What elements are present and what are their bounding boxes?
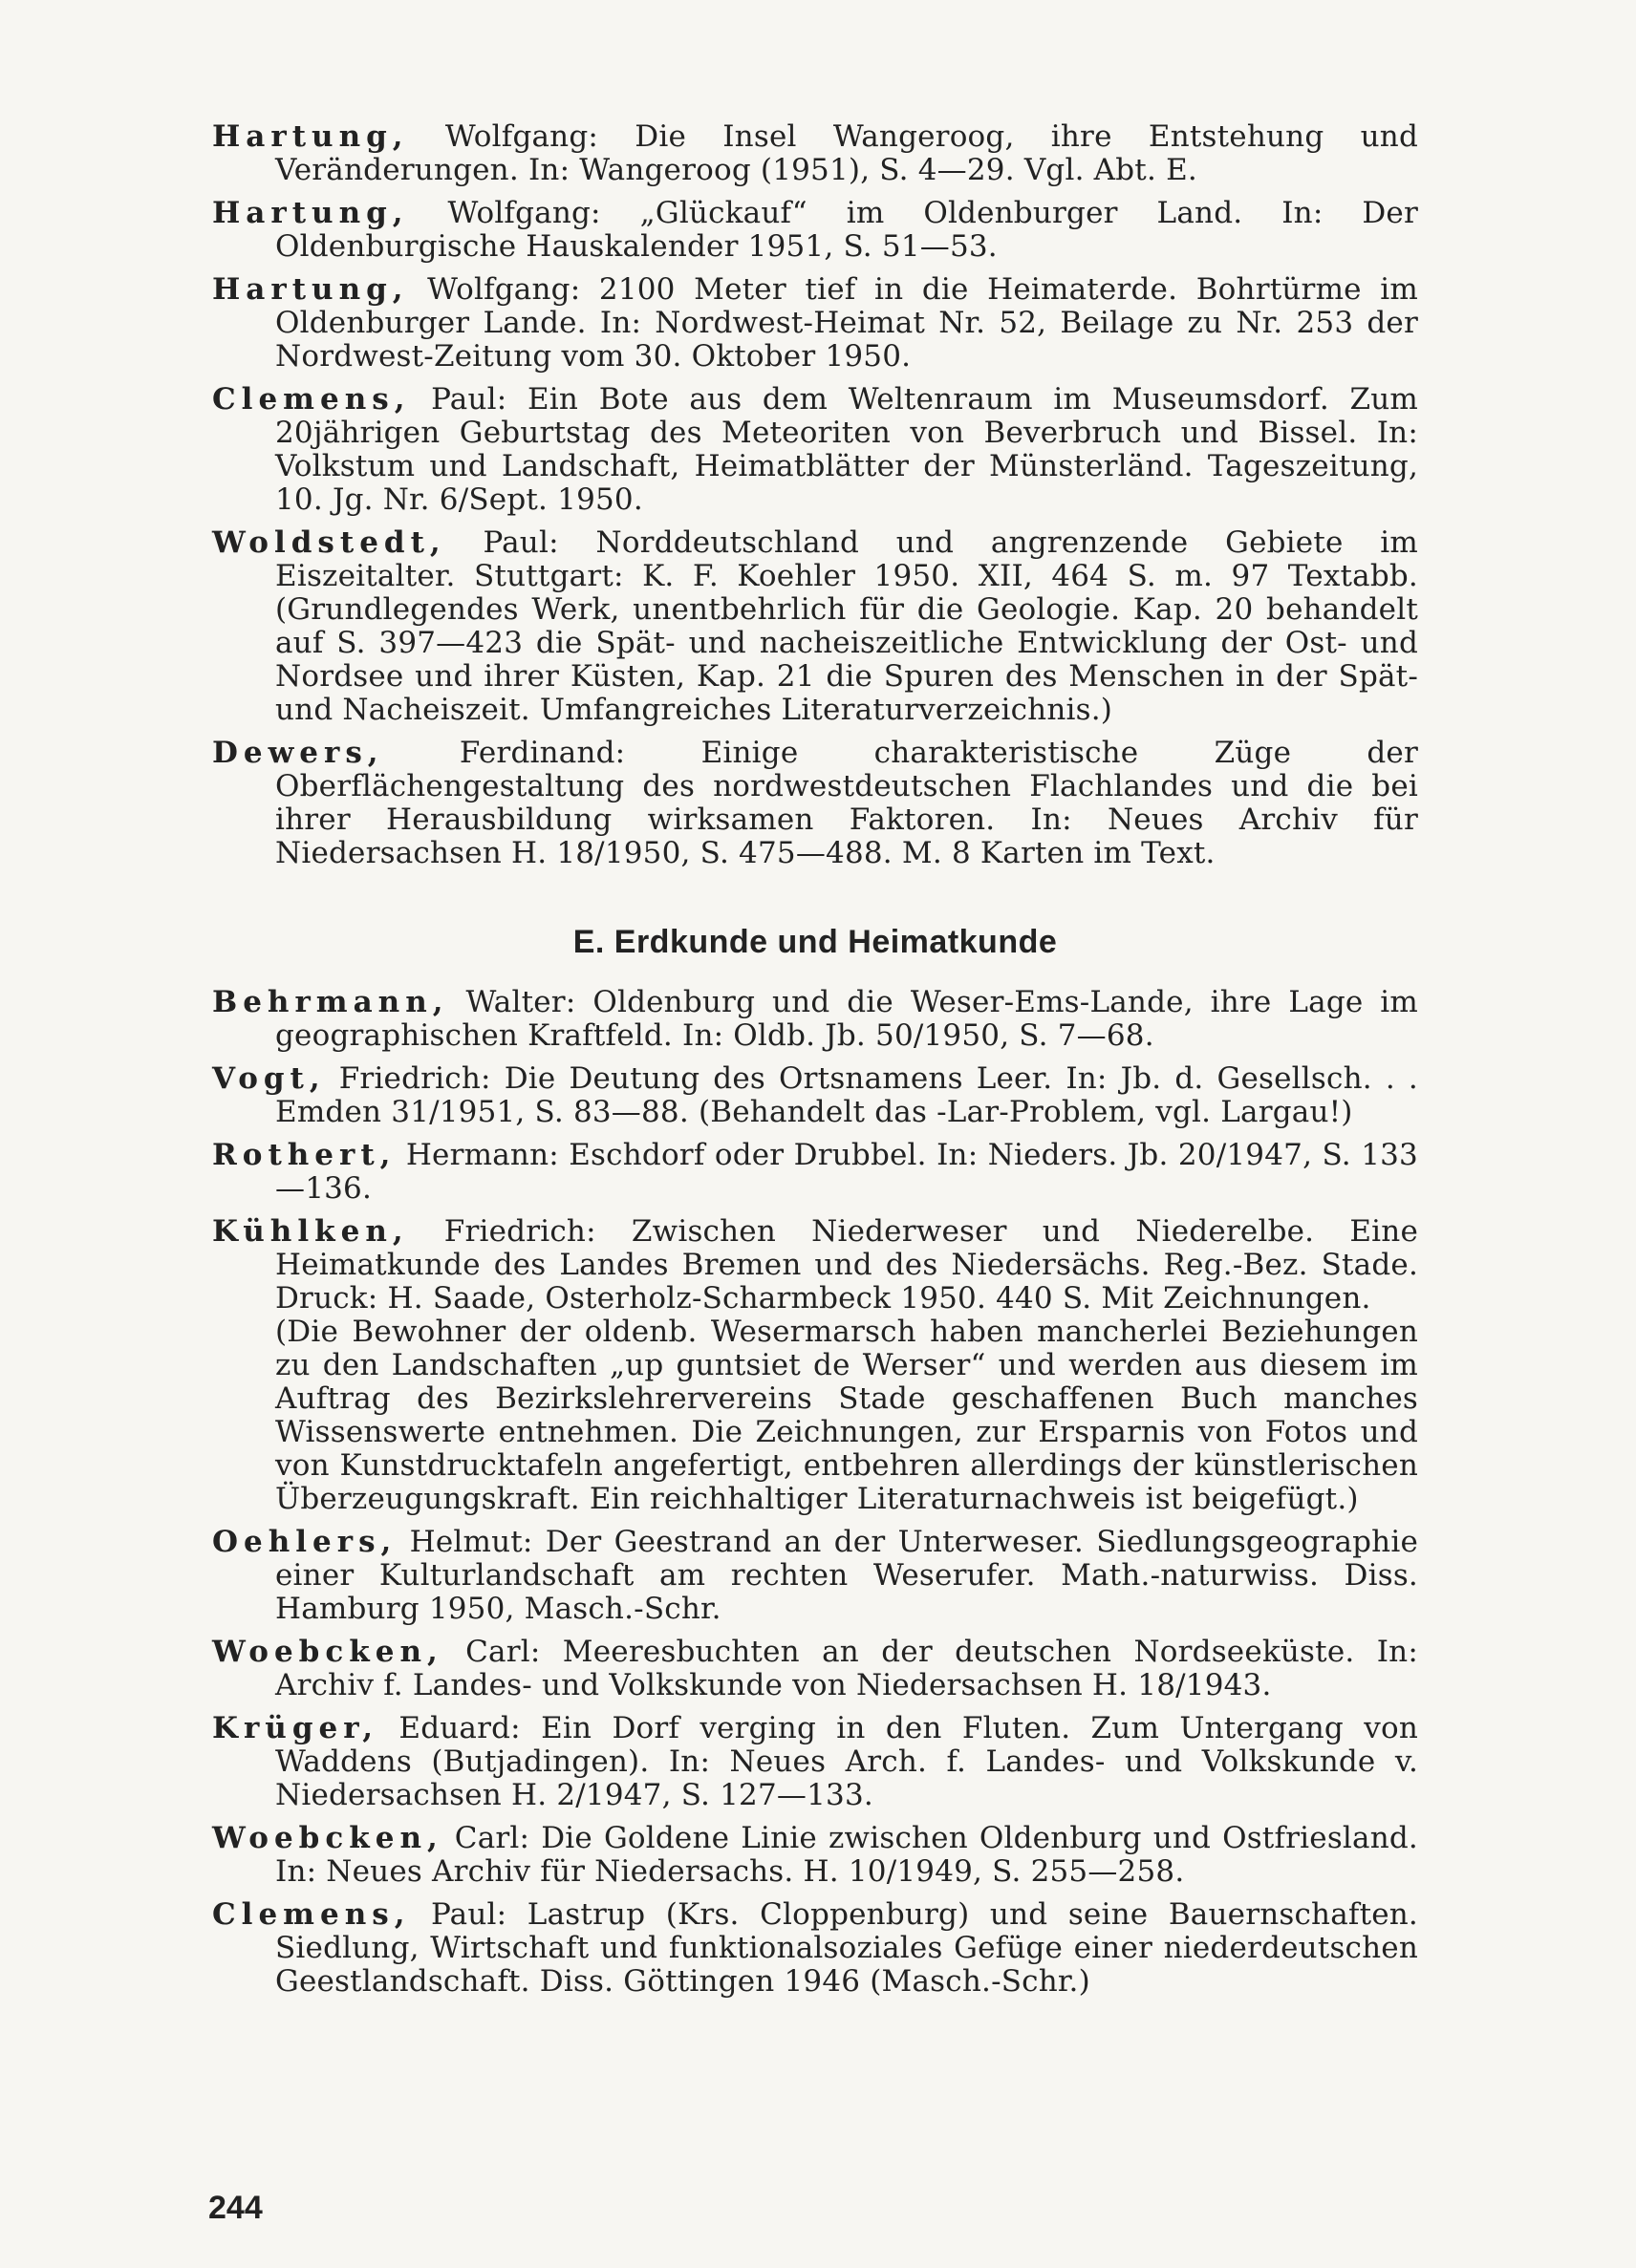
entry-hartung-wangeroog — [212, 120, 1418, 187]
entry-text: Hermann: Eschdorf oder Drubbel. In: Nieders. Jb. 20/1947, S. 133—136. — [275, 1138, 1418, 1206]
entry-krueger — [212, 1712, 1418, 1812]
entry-kuehlken — [212, 1215, 1418, 1516]
entry-hartung-glueckauf — [212, 197, 1418, 264]
entry-text: Eduard: Ein Dorf verging in den Fluten. Zum Untergang von Waddens (Butjadingen). In: Neues Arch. f. Landes- und Volkskunde v. Niedersachsen H. 2/1947, S. 127—133. — [275, 1711, 1418, 1812]
section-heading: E. Erdkunde und Heimatkunde — [572, 924, 1058, 960]
entry-author: Oehlers, — [212, 1525, 398, 1559]
entry-text: Wolfgang: Die Insel Wangeroog, ihre Entstehung und Veränderungen. In: Wangeroog (1951), S. 4—29. Vgl. Abt. E. — [275, 119, 1418, 187]
entry-hartung-heimaterde — [212, 273, 1418, 374]
entry-dewers — [212, 737, 1418, 870]
entry-text: Ferdinand: Einige charakteristische Züge der Oberflächengestaltung des nordwestdeutschen Flachlandes und die bei ihrer Herausbildung wirksamen Faktoren. In: Neues Archiv für Niedersachsen H. 18/1950, S. 475—488. M. 8 Karten im Text. — [275, 736, 1418, 870]
entry-author: Rothert, — [212, 1138, 397, 1172]
entry-author: Dewers, — [212, 736, 384, 770]
entry-clemens-meteorit — [212, 383, 1418, 517]
entry-author: Hartung, — [212, 272, 409, 307]
bibliography-page — [212, 120, 1418, 2008]
entry-vogt — [212, 1062, 1418, 1129]
entry-woebcken-goldene-linie — [212, 1822, 1418, 1889]
entry-author: Clemens, — [212, 1897, 411, 1932]
entry-author: Clemens, — [212, 382, 411, 417]
entry-behrmann — [212, 986, 1418, 1053]
entry-note: (Die Bewohner der oldenb. Wesermarsch haben mancherlei Beziehungen zu den Landschaften „up guntsiet de Werser“ und werden aus diesem im Auftrag des Bezirkslehrervereins Stade geschaffenen Buch manches Wissenswerte entnehmen. Die Zeichnungen, zur Ersparnis von Fotos und von Kunstdrucktafeln angefertigt, entbehren allerdings der künstlerischen Überzeugungskraft. Ein reichhaltiger Literaturnachweis ist beigefügt.) — [275, 1315, 1418, 1516]
entry-text: Carl: Meeresbuchten an der deutschen Nordseeküste. In: Archiv f. Landes- und Volkskunde von Niedersachsen H. 18/1943. — [275, 1635, 1418, 1702]
entry-oehlers — [212, 1526, 1418, 1626]
entry-author: Krüger, — [212, 1711, 379, 1745]
entry-author: Kühlken, — [212, 1214, 409, 1249]
entry-author: Hartung, — [212, 119, 409, 154]
entry-author: Woebcken, — [212, 1821, 443, 1855]
entry-text: Friedrich: Zwischen Niederweser und Niederelbe. Eine Heimatkunde des Landes Bremen und des Niedersächs. Reg.-Bez. Stade. Druck: H. Saade, Osterholz-Scharmbeck 1950. 440 S. Mit Zeichnungen. — [275, 1214, 1418, 1316]
entry-text: Helmut: Der Geestrand an der Unterweser. Siedlungsgeographie einer Kulturlandschaft am rechten Weserufer. Math.-naturwiss. Diss. Hamburg 1950, Masch.-Schr. — [275, 1525, 1418, 1626]
entry-author: Woldstedt, — [212, 525, 446, 560]
entry-author: Vogt, — [212, 1061, 326, 1096]
entry-clemens-lastrup — [212, 1898, 1418, 1999]
entry-text: Carl: Die Goldene Linie zwischen Oldenburg und Ostfriesland. In: Neues Archiv für Niedersachs. H. 10/1949, S. 255—258. — [275, 1821, 1418, 1889]
entry-author: Hartung, — [212, 196, 409, 230]
page-number: 244 — [208, 2190, 263, 2226]
entry-text: Wolfgang: 2100 Meter tief in die Heimaterde. Bohrtürme im Oldenburger Lande. In: Nordwest-Heimat Nr. 52, Beilage zu Nr. 253 der Nordwest-Zeitung vom 30. Oktober 1950. — [275, 272, 1418, 374]
entry-text: Paul: Lastrup (Krs. Cloppenburg) und seine Bauernschaften. Siedlung, Wirtschaft und funktionalsoziales Gefüge einer niederdeutschen Geestlandschaft. Diss. Göttingen 1946 (Masch.-Schr.) — [275, 1897, 1418, 1999]
entry-woldstedt — [212, 526, 1418, 727]
entry-text: Paul: Ein Bote aus dem Weltenraum im Museumsdorf. Zum 20jährigen Geburtstag des Meteoriten von Beverbruch und Bissel. In: Volkstum und Landschaft, Heimatblätter der Münsterländ. Tageszeitung, 10. Jg. Nr. 6/Sept. 1950. — [275, 382, 1418, 517]
entry-author: Behrmann, — [212, 985, 449, 1019]
entry-woebcken-meeresbuchten — [212, 1636, 1418, 1702]
entry-text: Wolfgang: „Glückauf“ im Oldenburger Land. In: Der Oldenburgische Hauskalender 1951, S. 51—53. — [275, 196, 1418, 264]
entry-text: Walter: Oldenburg und die Weser-Ems-Lande, ihre Lage im geographischen Kraftfeld. In: Oldb. Jb. 50/1950, S. 7—68. — [275, 985, 1418, 1053]
entry-author: Woebcken, — [212, 1635, 443, 1669]
entry-text: Friedrich: Die Deutung des Ortsnamens Leer. In: Jb. d. Gesellsch. . . Emden 31/1951, S. 83—88. (Behandelt das -Lar-Problem, vgl. Largau!) — [275, 1061, 1418, 1129]
entry-text: Paul: Norddeutschland und angrenzende Gebiete im Eiszeitalter. Stuttgart: K. F. Koehler 1950. XII, 464 S. m. 97 Textabb. (Grundlegendes Werk, unentbehrlich für die Geologie. Kap. 20 behandelt auf S. 397—423 die Spät- und nacheiszeitliche Entwicklung der Ost- und Nordsee und ihrer Küsten, Kap. 21 die Spuren des Menschen in der Spät- und Nacheiszeit. Umfangreiches Literaturverzeichnis.) — [275, 525, 1418, 727]
entry-rothert — [212, 1139, 1418, 1206]
